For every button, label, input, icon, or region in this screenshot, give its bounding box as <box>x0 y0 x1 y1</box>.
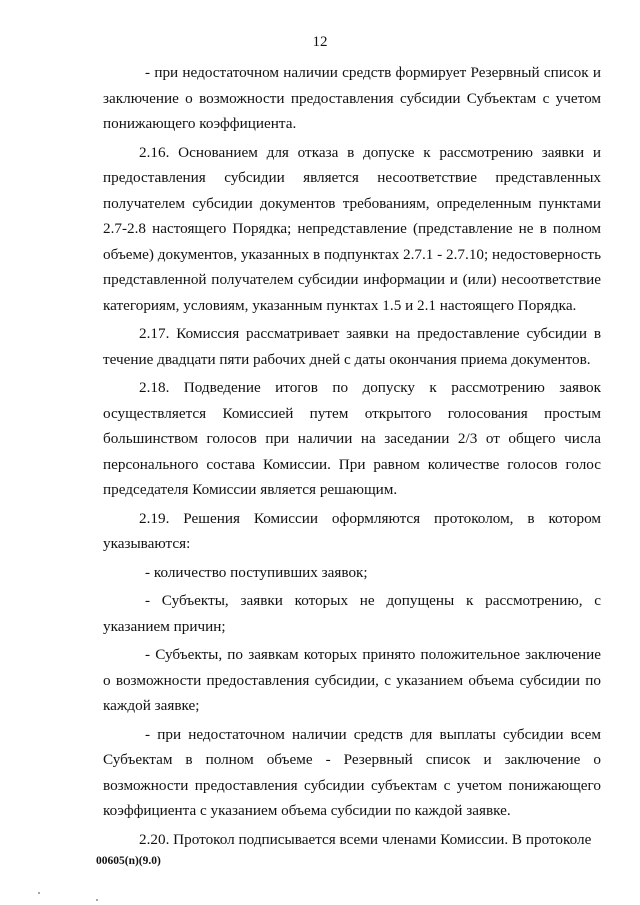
scan-speck <box>96 899 98 901</box>
document-body <box>103 60 601 855</box>
paragraph-2-19: 2.19. Решения Комиссии оформляются протоколом, в котором указываются: <box>103 509 601 552</box>
list-item-applications-count: - количество поступивших заявок; <box>145 563 368 581</box>
paragraph-2-17: 2.17. Комиссия рассматривает заявки на предоставление субсидии в течение двадцати пяти рабочих дней с даты окончания приема документов. <box>103 325 601 368</box>
paragraph-2-18: 2.18. Подведение итогов по допуску к рассмотрению заявок осуществляется Комиссией путем открытого голосования простым большинством голосов при наличии на заседании 2/3 от общего числа персонального состава Комиссии. При равном количестве голосов голос председателя Комиссии является решающим. <box>103 379 601 498</box>
paragraph-2-20: 2.20. Протокол подписывается всеми членами Комиссии. В протоколе <box>139 830 592 848</box>
list-item-approved: - Субъекты, по заявкам которых принято положительное заключение о возможности предоставления субсидии, с указанием объема субсидии по каждой заявке; <box>103 646 601 714</box>
list-item-reserve-list: - при недостаточном наличии средств для выплаты субсидии всем Субъектам в полном объеме - Резервный список и заключение о возможности предоставления субсидии субъектам с учетом понижающего коэффициента с указанием объема субсидии по каждой заявке. <box>103 725 601 819</box>
list-item-rejected: - Субъекты, заявки которых не допущены к рассмотрению, с указанием причин; <box>103 592 601 635</box>
scan-speck <box>38 892 40 894</box>
page-number: 12 <box>312 34 328 50</box>
footer-code: 00605(n)(9.0) <box>96 855 161 867</box>
list-item-reserve: - при недостаточном наличии средств формирует Резервный список и заключение о возможности предоставления субсидии Субъектам с учетом понижающего коэффициента. <box>103 64 601 132</box>
paragraph-2-16: 2.16. Основанием для отказа в допуске к рассмотрению заявки и предоставления субсидии является несоответствие представленных получателем субсидии документов требованиям, определенным пунктами 2.7-2.8 настоящего Порядка; непредставление (представление не в полном объеме) документов, указанных в подпунктах 2.7.1 - 2.7.10; недостоверность представленной получателем субсидии информации и (или) несоответствие категориям, условиям, указанным пунктах 1.5 и 2.1 настоящего Порядка. <box>103 143 601 314</box>
